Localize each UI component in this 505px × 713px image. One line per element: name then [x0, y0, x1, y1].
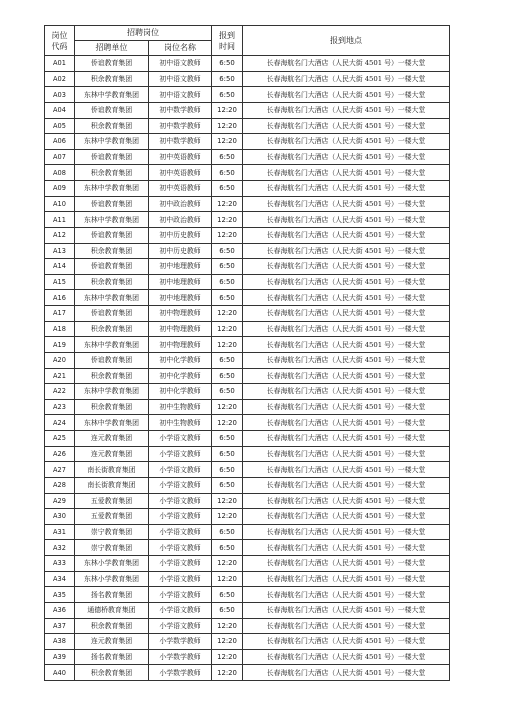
- code-cell: A37: [45, 618, 75, 634]
- position-cell: 小学语文教师: [149, 587, 212, 603]
- time-cell: 6:50: [212, 587, 243, 603]
- time-cell: 6:50: [212, 274, 243, 290]
- location-cell: 长春海航名门大酒店（人民大街 4501 号）一楼大堂: [243, 540, 450, 556]
- position-cell: 初中物理教师: [149, 321, 212, 337]
- code-cell: A27: [45, 462, 75, 478]
- time-cell: 12:20: [212, 337, 243, 353]
- code-cell: A34: [45, 571, 75, 587]
- position-cell: 初中语文教师: [149, 71, 212, 87]
- position-cell: 初中语文教师: [149, 87, 212, 103]
- location-cell: 长春海航名门大酒店（人民大街 4501 号）一楼大堂: [243, 290, 450, 306]
- table-row: [45, 649, 450, 665]
- time-cell: 12:20: [212, 399, 243, 415]
- header-location: 报到地点: [243, 26, 450, 56]
- time-cell: 12:20: [212, 665, 243, 681]
- code-cell: A39: [45, 649, 75, 665]
- position-cell: 初中英语教师: [149, 149, 212, 165]
- time-cell: 6:50: [212, 431, 243, 447]
- position-cell: 初中政治教师: [149, 212, 212, 228]
- header-position: 岗位名称: [149, 41, 212, 56]
- code-cell: A01: [45, 56, 75, 72]
- location-cell: 长春海航名门大酒店（人民大街 4501 号）一楼大堂: [243, 196, 450, 212]
- code-cell: A40: [45, 665, 75, 681]
- unit-cell: 崇宁教育集团: [75, 524, 149, 540]
- table-row: [45, 118, 450, 134]
- location-cell: 长春海航名门大酒店（人民大街 4501 号）一楼大堂: [243, 618, 450, 634]
- unit-cell: 侨谊教育集团: [75, 227, 149, 243]
- location-cell: 长春海航名门大酒店（人民大街 4501 号）一楼大堂: [243, 352, 450, 368]
- header-code-line1: 岗位: [51, 30, 68, 40]
- table-row: [45, 181, 450, 197]
- code-cell: A36: [45, 602, 75, 618]
- location-cell: 长春海航名门大酒店（人民大街 4501 号）一楼大堂: [243, 509, 450, 525]
- location-cell: 长春海航名门大酒店（人民大街 4501 号）一楼大堂: [243, 384, 450, 400]
- code-cell: A16: [45, 290, 75, 306]
- table-row: [45, 634, 450, 650]
- time-cell: 12:20: [212, 649, 243, 665]
- location-cell: 长春海航名门大酒店（人民大街 4501 号）一楼大堂: [243, 368, 450, 384]
- location-cell: 长春海航名门大酒店（人民大街 4501 号）一楼大堂: [243, 634, 450, 650]
- code-cell: A23: [45, 399, 75, 415]
- table-row: [45, 368, 450, 384]
- time-cell: 6:50: [212, 149, 243, 165]
- time-cell: 12:20: [212, 227, 243, 243]
- table-row: [45, 227, 450, 243]
- unit-cell: 积余教育集团: [75, 165, 149, 181]
- code-cell: A33: [45, 556, 75, 572]
- table-row: [45, 587, 450, 603]
- location-cell: 长春海航名门大酒店（人民大街 4501 号）一楼大堂: [243, 556, 450, 572]
- position-cell: 初中英语教师: [149, 181, 212, 197]
- unit-cell: 崇宁教育集团: [75, 540, 149, 556]
- unit-cell: 积余教育集团: [75, 274, 149, 290]
- position-cell: 小学数学教师: [149, 634, 212, 650]
- time-cell: 6:50: [212, 462, 243, 478]
- code-cell: A31: [45, 524, 75, 540]
- position-cell: 初中生物教师: [149, 399, 212, 415]
- unit-cell: 积余教育集团: [75, 665, 149, 681]
- unit-cell: 积余教育集团: [75, 399, 149, 415]
- unit-cell: 南长街教育集团: [75, 477, 149, 493]
- position-cell: 小学数学教师: [149, 665, 212, 681]
- unit-cell: 东林小学教育集团: [75, 571, 149, 587]
- location-cell: 长春海航名门大酒店（人民大街 4501 号）一楼大堂: [243, 181, 450, 197]
- time-cell: 12:20: [212, 102, 243, 118]
- table-row: [45, 321, 450, 337]
- time-cell: 6:50: [212, 446, 243, 462]
- unit-cell: 东林小学教育集团: [75, 556, 149, 572]
- location-cell: 长春海航名门大酒店（人民大街 4501 号）一楼大堂: [243, 134, 450, 150]
- table-row: [45, 274, 450, 290]
- location-cell: 长春海航名门大酒店（人民大街 4501 号）一楼大堂: [243, 524, 450, 540]
- time-cell: 12:20: [212, 493, 243, 509]
- header-code: [45, 26, 75, 56]
- code-cell: A08: [45, 165, 75, 181]
- unit-cell: 东林中学教育集团: [75, 87, 149, 103]
- time-cell: 12:20: [212, 212, 243, 228]
- table-row: [45, 493, 450, 509]
- location-cell: 长春海航名门大酒店（人民大街 4501 号）一楼大堂: [243, 274, 450, 290]
- location-cell: 长春海航名门大酒店（人民大街 4501 号）一楼大堂: [243, 477, 450, 493]
- code-cell: A03: [45, 87, 75, 103]
- time-cell: 6:50: [212, 602, 243, 618]
- code-cell: A02: [45, 71, 75, 87]
- unit-cell: 扬名教育集团: [75, 649, 149, 665]
- unit-cell: 五爱教育集团: [75, 509, 149, 525]
- position-cell: 小学语文教师: [149, 618, 212, 634]
- code-cell: A20: [45, 352, 75, 368]
- time-cell: 6:50: [212, 477, 243, 493]
- time-cell: 6:50: [212, 368, 243, 384]
- position-cell: 初中物理教师: [149, 306, 212, 322]
- header-unit: 招聘单位: [75, 41, 149, 56]
- time-cell: 12:20: [212, 415, 243, 431]
- location-cell: 长春海航名门大酒店（人民大街 4501 号）一楼大堂: [243, 243, 450, 259]
- code-cell: A12: [45, 227, 75, 243]
- time-cell: 6:50: [212, 352, 243, 368]
- table-row: [45, 71, 450, 87]
- position-cell: 初中数学教师: [149, 118, 212, 134]
- table-row: [45, 571, 450, 587]
- unit-cell: 积余教育集团: [75, 118, 149, 134]
- unit-cell: 侨谊教育集团: [75, 102, 149, 118]
- position-cell: 小学语文教师: [149, 556, 212, 572]
- time-cell: 12:20: [212, 196, 243, 212]
- table-row: [45, 352, 450, 368]
- header-time-line2: 时间: [219, 41, 235, 51]
- position-cell: 小学语文教师: [149, 540, 212, 556]
- position-cell: 小学数学教师: [149, 649, 212, 665]
- time-cell: 6:50: [212, 524, 243, 540]
- position-cell: 小学语文教师: [149, 446, 212, 462]
- location-cell: 长春海航名门大酒店（人民大街 4501 号）一楼大堂: [243, 446, 450, 462]
- position-cell: 初中化学教师: [149, 352, 212, 368]
- position-cell: 初中历史教师: [149, 227, 212, 243]
- unit-cell: 侨谊教育集团: [75, 149, 149, 165]
- table-row: [45, 337, 450, 353]
- time-cell: 12:20: [212, 321, 243, 337]
- table-row: [45, 462, 450, 478]
- code-cell: A10: [45, 196, 75, 212]
- position-cell: 小学语文教师: [149, 477, 212, 493]
- unit-cell: 连元教育集团: [75, 634, 149, 650]
- position-cell: 初中地理教师: [149, 290, 212, 306]
- unit-cell: 积余教育集团: [75, 618, 149, 634]
- time-cell: 6:50: [212, 290, 243, 306]
- code-cell: A25: [45, 431, 75, 447]
- position-cell: 小学语文教师: [149, 571, 212, 587]
- location-cell: 长春海航名门大酒店（人民大街 4501 号）一楼大堂: [243, 165, 450, 181]
- position-cell: 小学语文教师: [149, 431, 212, 447]
- location-cell: 长春海航名门大酒店（人民大街 4501 号）一楼大堂: [243, 149, 450, 165]
- location-cell: 长春海航名门大酒店（人民大街 4501 号）一楼大堂: [243, 587, 450, 603]
- location-cell: 长春海航名门大酒店（人民大街 4501 号）一楼大堂: [243, 87, 450, 103]
- time-cell: 12:20: [212, 306, 243, 322]
- location-cell: 长春海航名门大酒店（人民大街 4501 号）一楼大堂: [243, 571, 450, 587]
- header-time-line1: 报到: [219, 30, 235, 40]
- code-cell: A35: [45, 587, 75, 603]
- table-row: [45, 618, 450, 634]
- code-cell: A21: [45, 368, 75, 384]
- unit-cell: 东林中学教育集团: [75, 290, 149, 306]
- table-row: [45, 306, 450, 322]
- unit-cell: 五爱教育集团: [75, 493, 149, 509]
- unit-cell: 南长街教育集团: [75, 462, 149, 478]
- time-cell: 12:20: [212, 634, 243, 650]
- position-cell: 小学语文教师: [149, 524, 212, 540]
- unit-cell: 侨谊教育集团: [75, 352, 149, 368]
- table-row: [45, 399, 450, 415]
- unit-cell: 积余教育集团: [75, 243, 149, 259]
- table-row: [45, 212, 450, 228]
- time-cell: 6:50: [212, 56, 243, 72]
- unit-cell: 侨谊教育集团: [75, 56, 149, 72]
- header-code-line2: 代码: [51, 41, 68, 51]
- location-cell: 长春海航名门大酒店（人民大街 4501 号）一楼大堂: [243, 102, 450, 118]
- unit-cell: 积余教育集团: [75, 321, 149, 337]
- table-row: [45, 243, 450, 259]
- position-cell: 初中物理教师: [149, 337, 212, 353]
- unit-cell: 连元教育集团: [75, 431, 149, 447]
- code-cell: A30: [45, 509, 75, 525]
- position-cell: 初中数学教师: [149, 134, 212, 150]
- unit-cell: 东林中学教育集团: [75, 212, 149, 228]
- table-row: [45, 431, 450, 447]
- location-cell: 长春海航名门大酒店（人民大街 4501 号）一楼大堂: [243, 415, 450, 431]
- unit-cell: 连元教育集团: [75, 446, 149, 462]
- code-cell: A26: [45, 446, 75, 462]
- table-row: [45, 165, 450, 181]
- header-time: [212, 26, 243, 56]
- unit-cell: 东林中学教育集团: [75, 415, 149, 431]
- position-cell: 初中语文教师: [149, 56, 212, 72]
- position-cell: 初中政治教师: [149, 196, 212, 212]
- location-cell: 长春海航名门大酒店（人民大街 4501 号）一楼大堂: [243, 212, 450, 228]
- table-row: [45, 259, 450, 275]
- table-row: [45, 602, 450, 618]
- table-body: [45, 56, 450, 681]
- code-cell: A19: [45, 337, 75, 353]
- table-row: [45, 134, 450, 150]
- table-row: [45, 446, 450, 462]
- table-row: [45, 665, 450, 681]
- table-row: [45, 556, 450, 572]
- unit-cell: 积余教育集团: [75, 71, 149, 87]
- code-cell: A28: [45, 477, 75, 493]
- time-cell: 6:50: [212, 243, 243, 259]
- time-cell: 6:50: [212, 181, 243, 197]
- location-cell: 长春海航名门大酒店（人民大街 4501 号）一楼大堂: [243, 399, 450, 415]
- time-cell: 6:50: [212, 384, 243, 400]
- schedule-table: [44, 25, 450, 681]
- position-cell: 初中英语教师: [149, 165, 212, 181]
- table-row: [45, 56, 450, 72]
- code-cell: A17: [45, 306, 75, 322]
- code-cell: A18: [45, 321, 75, 337]
- table-row: [45, 384, 450, 400]
- unit-cell: 东林中学教育集团: [75, 134, 149, 150]
- position-cell: 小学语文教师: [149, 493, 212, 509]
- table-row: [45, 87, 450, 103]
- location-cell: 长春海航名门大酒店（人民大街 4501 号）一楼大堂: [243, 306, 450, 322]
- position-cell: 初中化学教师: [149, 384, 212, 400]
- unit-cell: 东林中学教育集团: [75, 337, 149, 353]
- code-cell: A04: [45, 102, 75, 118]
- code-cell: A09: [45, 181, 75, 197]
- table-row: [45, 509, 450, 525]
- position-cell: 初中地理教师: [149, 274, 212, 290]
- time-cell: 6:50: [212, 540, 243, 556]
- code-cell: A11: [45, 212, 75, 228]
- position-cell: 小学语文教师: [149, 602, 212, 618]
- time-cell: 12:20: [212, 571, 243, 587]
- position-cell: 初中地理教师: [149, 259, 212, 275]
- code-cell: A22: [45, 384, 75, 400]
- unit-cell: 侨谊教育集团: [75, 259, 149, 275]
- position-cell: 小学语文教师: [149, 509, 212, 525]
- table-row: [45, 415, 450, 431]
- location-cell: 长春海航名门大酒店（人民大街 4501 号）一楼大堂: [243, 431, 450, 447]
- location-cell: 长春海航名门大酒店（人民大街 4501 号）一楼大堂: [243, 56, 450, 72]
- unit-cell: 扬名教育集团: [75, 587, 149, 603]
- position-cell: 初中生物教师: [149, 415, 212, 431]
- position-cell: 初中数学教师: [149, 102, 212, 118]
- table-row: [45, 149, 450, 165]
- table-row: [45, 102, 450, 118]
- location-cell: 长春海航名门大酒店（人民大街 4501 号）一楼大堂: [243, 259, 450, 275]
- location-cell: 长春海航名门大酒店（人民大街 4501 号）一楼大堂: [243, 602, 450, 618]
- table-header: [45, 26, 450, 56]
- location-cell: 长春海航名门大酒店（人民大街 4501 号）一楼大堂: [243, 462, 450, 478]
- location-cell: 长春海航名门大酒店（人民大街 4501 号）一楼大堂: [243, 321, 450, 337]
- code-cell: A38: [45, 634, 75, 650]
- time-cell: 6:50: [212, 259, 243, 275]
- code-cell: A29: [45, 493, 75, 509]
- code-cell: A05: [45, 118, 75, 134]
- time-cell: 6:50: [212, 71, 243, 87]
- position-cell: 小学语文教师: [149, 462, 212, 478]
- time-cell: 12:20: [212, 118, 243, 134]
- time-cell: 12:20: [212, 134, 243, 150]
- time-cell: 6:50: [212, 165, 243, 181]
- location-cell: 长春海航名门大酒店（人民大街 4501 号）一楼大堂: [243, 493, 450, 509]
- time-cell: 12:20: [212, 618, 243, 634]
- time-cell: 12:20: [212, 509, 243, 525]
- location-cell: 长春海航名门大酒店（人民大街 4501 号）一楼大堂: [243, 227, 450, 243]
- code-cell: A06: [45, 134, 75, 150]
- location-cell: 长春海航名门大酒店（人民大街 4501 号）一楼大堂: [243, 665, 450, 681]
- code-cell: A32: [45, 540, 75, 556]
- location-cell: 长春海航名门大酒店（人民大街 4501 号）一楼大堂: [243, 337, 450, 353]
- unit-cell: 通德桥教育集团: [75, 602, 149, 618]
- location-cell: 长春海航名门大酒店（人民大街 4501 号）一楼大堂: [243, 71, 450, 87]
- code-cell: A24: [45, 415, 75, 431]
- location-cell: 长春海航名门大酒店（人民大街 4501 号）一楼大堂: [243, 118, 450, 134]
- unit-cell: 东林中学教育集团: [75, 181, 149, 197]
- table-row: [45, 540, 450, 556]
- table-row: [45, 477, 450, 493]
- unit-cell: 侨谊教育集团: [75, 306, 149, 322]
- header-recruit-group: 招聘岗位: [75, 26, 212, 41]
- unit-cell: 侨谊教育集团: [75, 196, 149, 212]
- time-cell: 6:50: [212, 87, 243, 103]
- table-row: [45, 196, 450, 212]
- time-cell: 12:20: [212, 556, 243, 572]
- position-cell: 初中历史教师: [149, 243, 212, 259]
- location-cell: 长春海航名门大酒店（人民大街 4501 号）一楼大堂: [243, 649, 450, 665]
- code-cell: A14: [45, 259, 75, 275]
- position-cell: 初中化学教师: [149, 368, 212, 384]
- code-cell: A07: [45, 149, 75, 165]
- unit-cell: 东林中学教育集团: [75, 384, 149, 400]
- unit-cell: 积余教育集团: [75, 368, 149, 384]
- table-row: [45, 290, 450, 306]
- table-row: [45, 524, 450, 540]
- code-cell: A13: [45, 243, 75, 259]
- code-cell: A15: [45, 274, 75, 290]
